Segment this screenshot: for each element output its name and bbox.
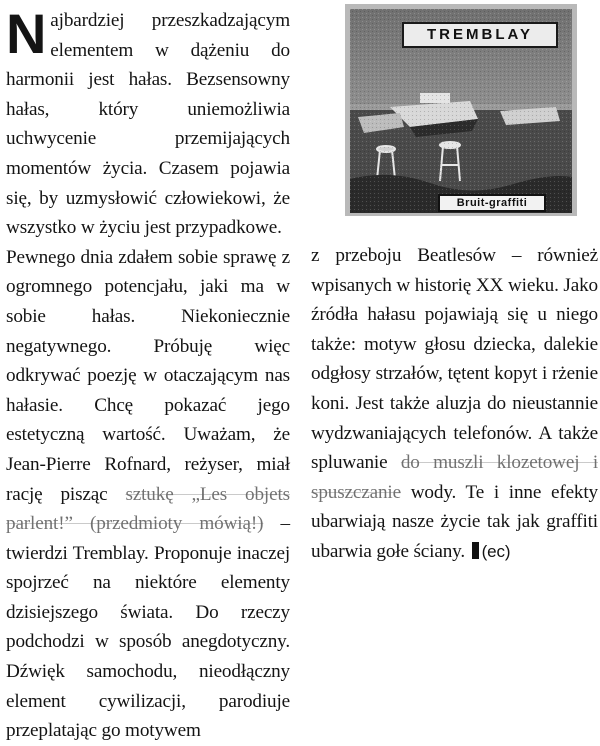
author-signature: (ec)	[481, 541, 511, 561]
album-cover-image	[350, 9, 572, 213]
album-subtitle: Bruit-graffiti	[438, 194, 546, 212]
paragraph-3-text-a: z przeboju Beatlesów – również wpisanych w historię XX wieku. Jako źródła hałasu pojawiają się u niego także: motyw głosu dziecka, dalekie odgłosy strzałów, tętent kopyt i rżenie koni. Jest także aluzja do nieustannie wydzwaniających telefonów. A także spluwanie	[311, 245, 598, 474]
article-column-left	[6, 2, 291, 746]
paragraph-2-text-c: – twierdzi Tremblay. Proponuje inaczej spojrzeć na niektóre elementy dzisiejszego świata. Do rzeczy podchodzi w sposób anegdotyczny. Dźwięk samochodu, nieodłączny element cywilizacji, parodiuje przeplatając go motywem	[6, 513, 291, 742]
paragraph-3-text-c: wody. Te i inne efekty ubarwiają nasze życie tak jak graffiti ubarwia gołe ściany.	[311, 481, 598, 562]
album-cover-figure	[345, 4, 577, 216]
article-paragraph-1	[6, 2, 290, 243]
article-paragraph-3	[311, 241, 598, 567]
paragraph-1-text: ajbardziej przeszkadzającym elementem w dążeniu do harmonii jest hałas. Bezsensowny hałas, który uniemożliwia uchwycenie przemijających momentów życia. Czasem pojawia się, by uzmysłowić człowiekowi, że wszystko w życiu jest przypadkowe.	[6, 10, 290, 239]
article-paragraph-2	[6, 243, 290, 746]
article-column-right	[311, 241, 598, 567]
album-title: TREMBLAY	[402, 22, 558, 48]
paragraph-3-faded-text: do muszli klozetowej i spuszczanie	[311, 452, 598, 503]
end-of-article-mark	[472, 542, 479, 559]
drop-cap: N	[6, 2, 47, 65]
paragraph-2-faded-text: sztukę „Les objets parlent!” (przedmioty mówią!)	[6, 483, 290, 535]
paragraph-2-text-a: Pewnego dnia zdałem sobie sprawę z ogromnego potencjału, jaki ma w sobie hałas. Niekoniecznie negatywnego. Próbuję więc odkrywać poezję w otaczającym nas hałasie. Chcę pokazać jego estetyczną wartość. Uważam, że Jean-Pierre Rofnard, reżyser, miał rację pisząc	[6, 246, 290, 505]
